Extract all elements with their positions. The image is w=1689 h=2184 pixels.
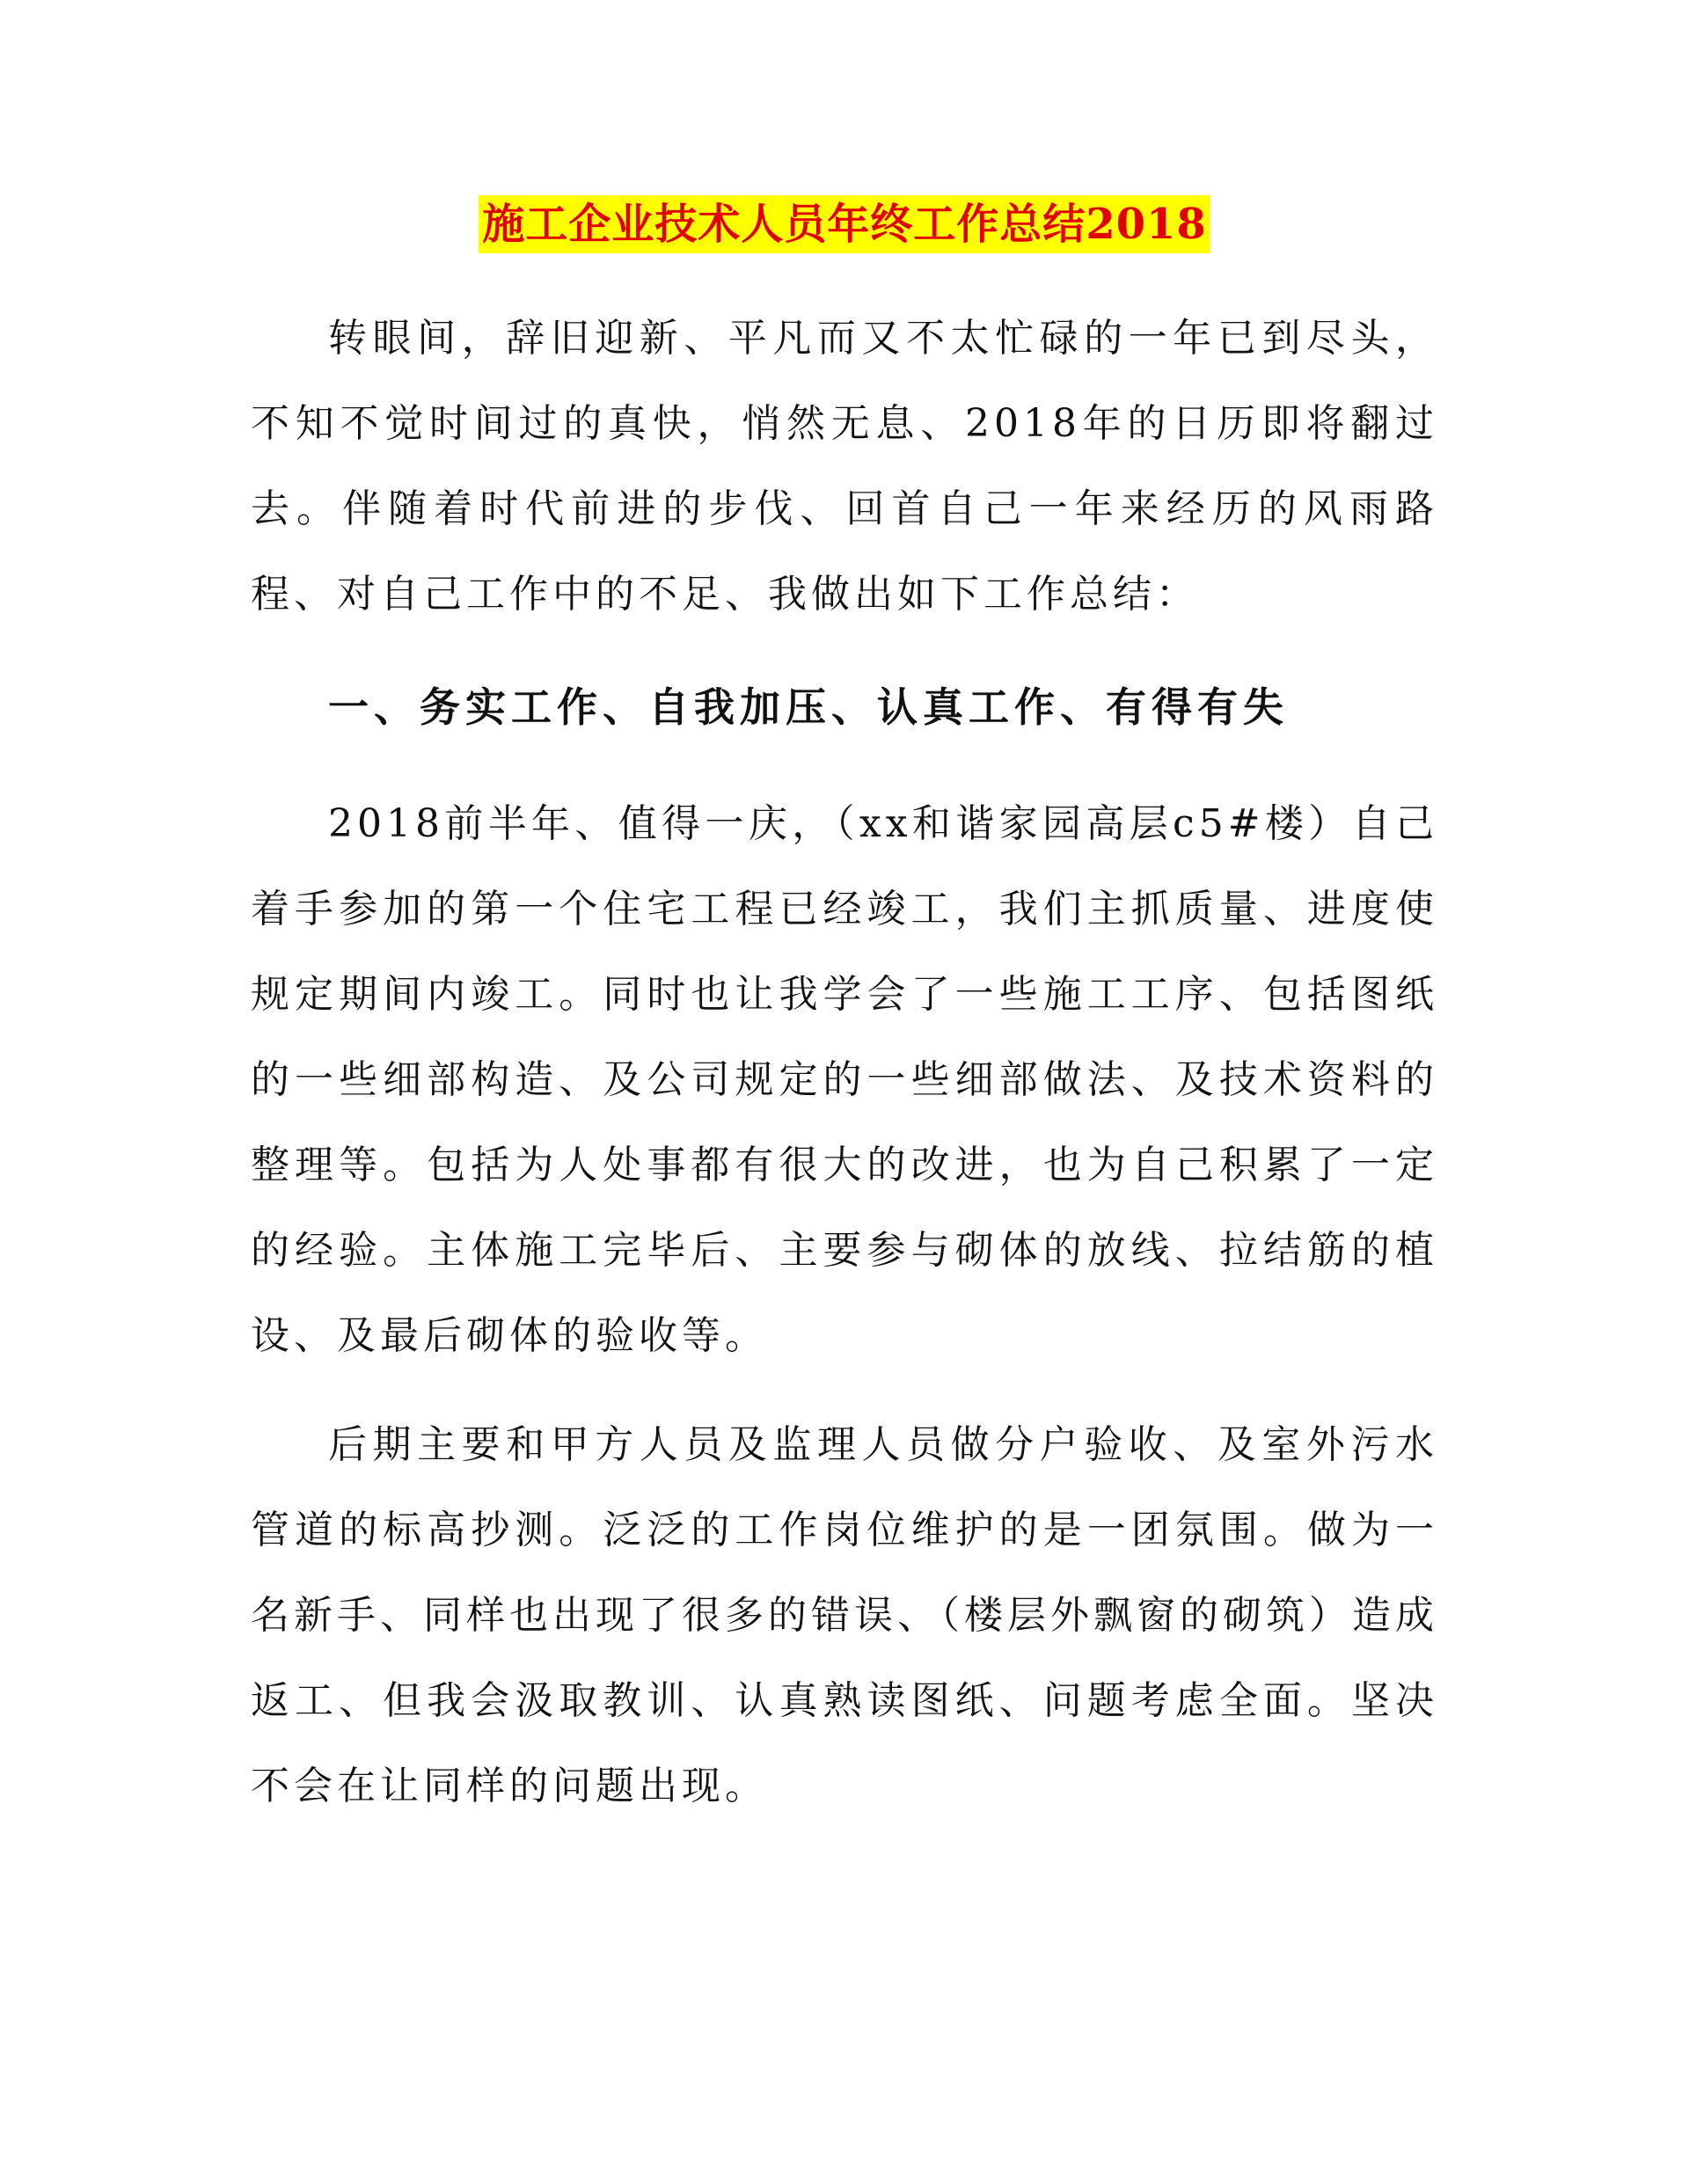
paragraph-first-half-year: 2018前半年、值得一庆，（xx和谐家园高层c5#楼）自己着手参加的第一个住宅工程已经竣工，我们主抓质量、进度使规定期间内竣工。同时也让我学会了一些施工工序、包括图纸的一些细部构造、及公司规定的一些细部做法、及技术资料的整理等。包括为人处事都有很大的改进，也为自己积累了一定的经验。主体施工完毕后、主要参与砌体的放线、拉结筋的植设、及最后砌体的验收等。	[251, 801, 1438, 1358]
section-heading: 一、务实工作、自我加压、认真工作、有得有失	[328, 683, 1289, 731]
paragraph-later-work: 后期主要和甲方人员及监理人员做分户验收、及室外污水管道的标高抄测。泛泛的工作岗位维护的是一团氛围。做为一名新手、同样也出现了很多的错误、（楼层外飘窗的砌筑）造成返工、但我会汲取教训、认真熟读图纸、问题考虑全面。坚决不会在让同样的问题出现。	[251, 1422, 1438, 1808]
document-title: 施工企业技术人员年终工作总结2018	[479, 195, 1210, 253]
title-container	[0, 195, 1689, 253]
paragraph-intro: 转眼间，辞旧迎新、平凡而又不太忙碌的一年已到尽头，不知不觉时间过的真快，悄然无息、2018年的日历即将翻过去。伴随着时代前进的步伐、回首自己一年来经历的风雨路程、对自己工作中的不足、我做出如下工作总结：	[251, 316, 1438, 617]
